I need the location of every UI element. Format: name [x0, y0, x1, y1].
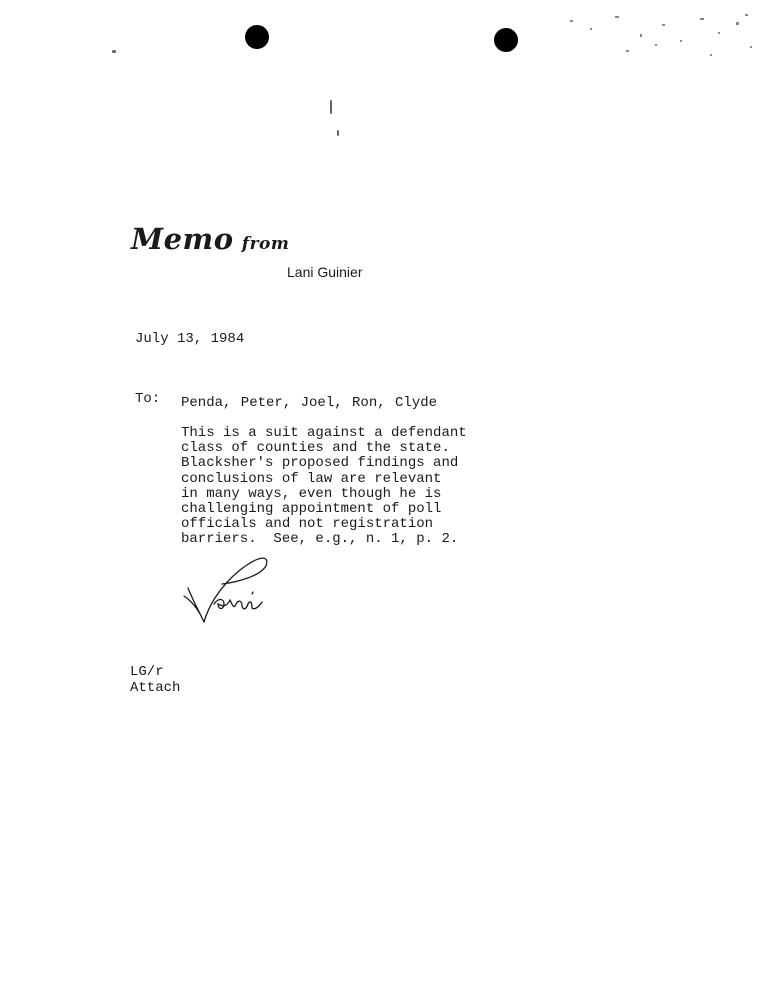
author-name: Lani Guinier	[287, 264, 363, 280]
body-line: Blacksher's proposed findings and	[181, 455, 459, 472]
memo-word: Memo	[131, 222, 234, 256]
handwritten-signature	[180, 548, 280, 628]
body-line: class of counties and the state.	[181, 440, 450, 457]
scan-mark	[112, 50, 116, 53]
memo-from-heading	[131, 222, 289, 256]
scan-mark	[337, 130, 339, 136]
body-line: This is a suit against a defendant	[181, 425, 467, 441]
body-line: officials and not registration	[181, 516, 434, 533]
from-word: from	[241, 234, 290, 254]
punch-hole	[245, 25, 269, 49]
enclosure-note: Attach	[130, 680, 181, 696]
body-line: conclusions of law are relevant	[181, 470, 442, 487]
typist-initials: LG/r	[130, 664, 164, 680]
scan-mark	[330, 100, 332, 114]
memo-date: July 13, 1984	[135, 331, 245, 347]
to-label: To:	[135, 391, 161, 407]
body-line: barriers. See, e.g., n. 1, p. 2.	[181, 531, 459, 548]
scan-noise	[560, 6, 765, 66]
punch-hole	[494, 28, 518, 52]
body-line: challenging appointment of poll	[181, 501, 442, 518]
recipients: Penda, Peter, Joel, Ron, Clyde	[181, 395, 438, 411]
body-line: in many ways, even though he is	[181, 485, 442, 502]
memo-footer	[130, 664, 180, 696]
memo-body	[181, 426, 467, 548]
